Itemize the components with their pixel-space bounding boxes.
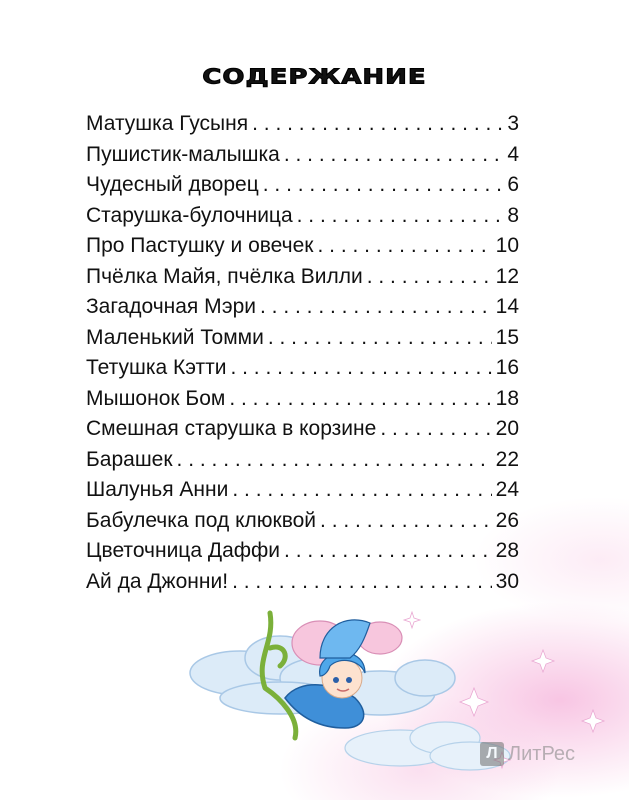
toc-entry-title: Чудесный дворец — [86, 173, 259, 196]
toc-entry[interactable] — [86, 265, 519, 296]
toc-entry-title: Мышонок Бом — [86, 386, 226, 410]
toc-entry[interactable] — [86, 173, 519, 204]
toc-entry-page: 18 — [495, 386, 519, 410]
toc-entry[interactable] — [86, 204, 519, 235]
toc-entry[interactable] — [86, 478, 519, 509]
page-title: СОДЕРЖАНИЕ — [202, 65, 427, 89]
litres-logo-icon: Л — [480, 742, 504, 766]
toc-entry[interactable] — [86, 539, 519, 570]
toc-entry-title: Загадочная Мэри — [86, 295, 256, 318]
litres-watermark — [480, 742, 575, 766]
toc-entry-page: 14 — [495, 295, 519, 318]
toc-leader-dots — [284, 143, 503, 167]
toc-entry-page: 28 — [495, 539, 519, 562]
toc-leader-dots — [263, 173, 504, 197]
toc-entry-title: Смешная старушка в корзине — [86, 417, 377, 440]
toc-entry-title: Матушка Гусыня — [86, 112, 249, 135]
toc-entry[interactable] — [86, 509, 519, 540]
toc-leader-dots — [367, 265, 492, 289]
toc-entry-title: Пчёлка Майя, пчёлка Вилли — [86, 264, 363, 288]
toc-leader-dots — [232, 478, 491, 502]
toc-entry-page: 15 — [495, 325, 519, 349]
toc-entry-page: 26 — [495, 508, 519, 532]
toc-leader-dots — [252, 112, 503, 136]
toc-leader-dots — [268, 326, 492, 350]
toc-entry[interactable] — [86, 295, 519, 326]
fairy-on-cloud-illustration — [170, 588, 629, 800]
toc-entry-page: 22 — [495, 447, 519, 471]
toc-entry[interactable] — [86, 448, 519, 479]
table-of-contents — [86, 112, 519, 600]
eye-shape — [333, 677, 339, 683]
toc-entry[interactable] — [86, 143, 519, 174]
toc-entry-title: Про Пастушку и овечек — [86, 234, 314, 257]
toc-entry-title: Цветочница Даффи — [86, 539, 281, 562]
toc-entry[interactable] — [86, 112, 519, 143]
eye-shape — [346, 677, 352, 683]
toc-entry-page: 8 — [507, 203, 519, 227]
toc-leader-dots — [260, 295, 492, 319]
toc-entry[interactable] — [86, 326, 519, 357]
toc-entry-page: 10 — [495, 234, 519, 257]
toc-entry-title: Пушистик-малышка — [86, 142, 280, 166]
toc-entry-title: Тетушка Кэтти — [86, 356, 227, 379]
toc-entry[interactable] — [86, 356, 519, 387]
toc-leader-dots — [229, 387, 491, 411]
toc-leader-dots — [317, 234, 491, 258]
toc-leader-dots — [284, 539, 492, 563]
toc-entry-title: Ай да Джонни! — [86, 569, 229, 593]
toc-leader-dots — [380, 417, 491, 441]
toc-entry-page: 30 — [495, 569, 519, 593]
toc-entry[interactable] — [86, 234, 519, 265]
toc-entry[interactable] — [86, 387, 519, 418]
toc-entry-page: 12 — [495, 264, 519, 288]
toc-entry-title: Шалунья Анни — [86, 478, 229, 501]
toc-entry-page: 6 — [507, 173, 519, 196]
litres-watermark-text: ЛитРес — [508, 742, 576, 765]
toc-entry-page: 24 — [495, 478, 519, 501]
toc-entry-page: 16 — [495, 356, 519, 379]
toc-entry-title: Барашек — [86, 447, 173, 471]
toc-entry-page: 20 — [495, 417, 519, 440]
toc-entry-title: Маленький Томми — [86, 325, 264, 349]
toc-leader-dots — [297, 204, 504, 228]
toc-entry-page: 3 — [507, 112, 519, 135]
toc-entry-title: Старушка-булочница — [86, 203, 293, 227]
toc-leader-dots — [320, 509, 492, 533]
toc-leader-dots — [177, 448, 492, 472]
toc-entry-title: Бабулечка под клюквой — [86, 508, 317, 532]
toc-entry[interactable] — [86, 417, 519, 448]
toc-leader-dots — [230, 356, 491, 380]
toc-entry-page: 4 — [507, 142, 519, 166]
